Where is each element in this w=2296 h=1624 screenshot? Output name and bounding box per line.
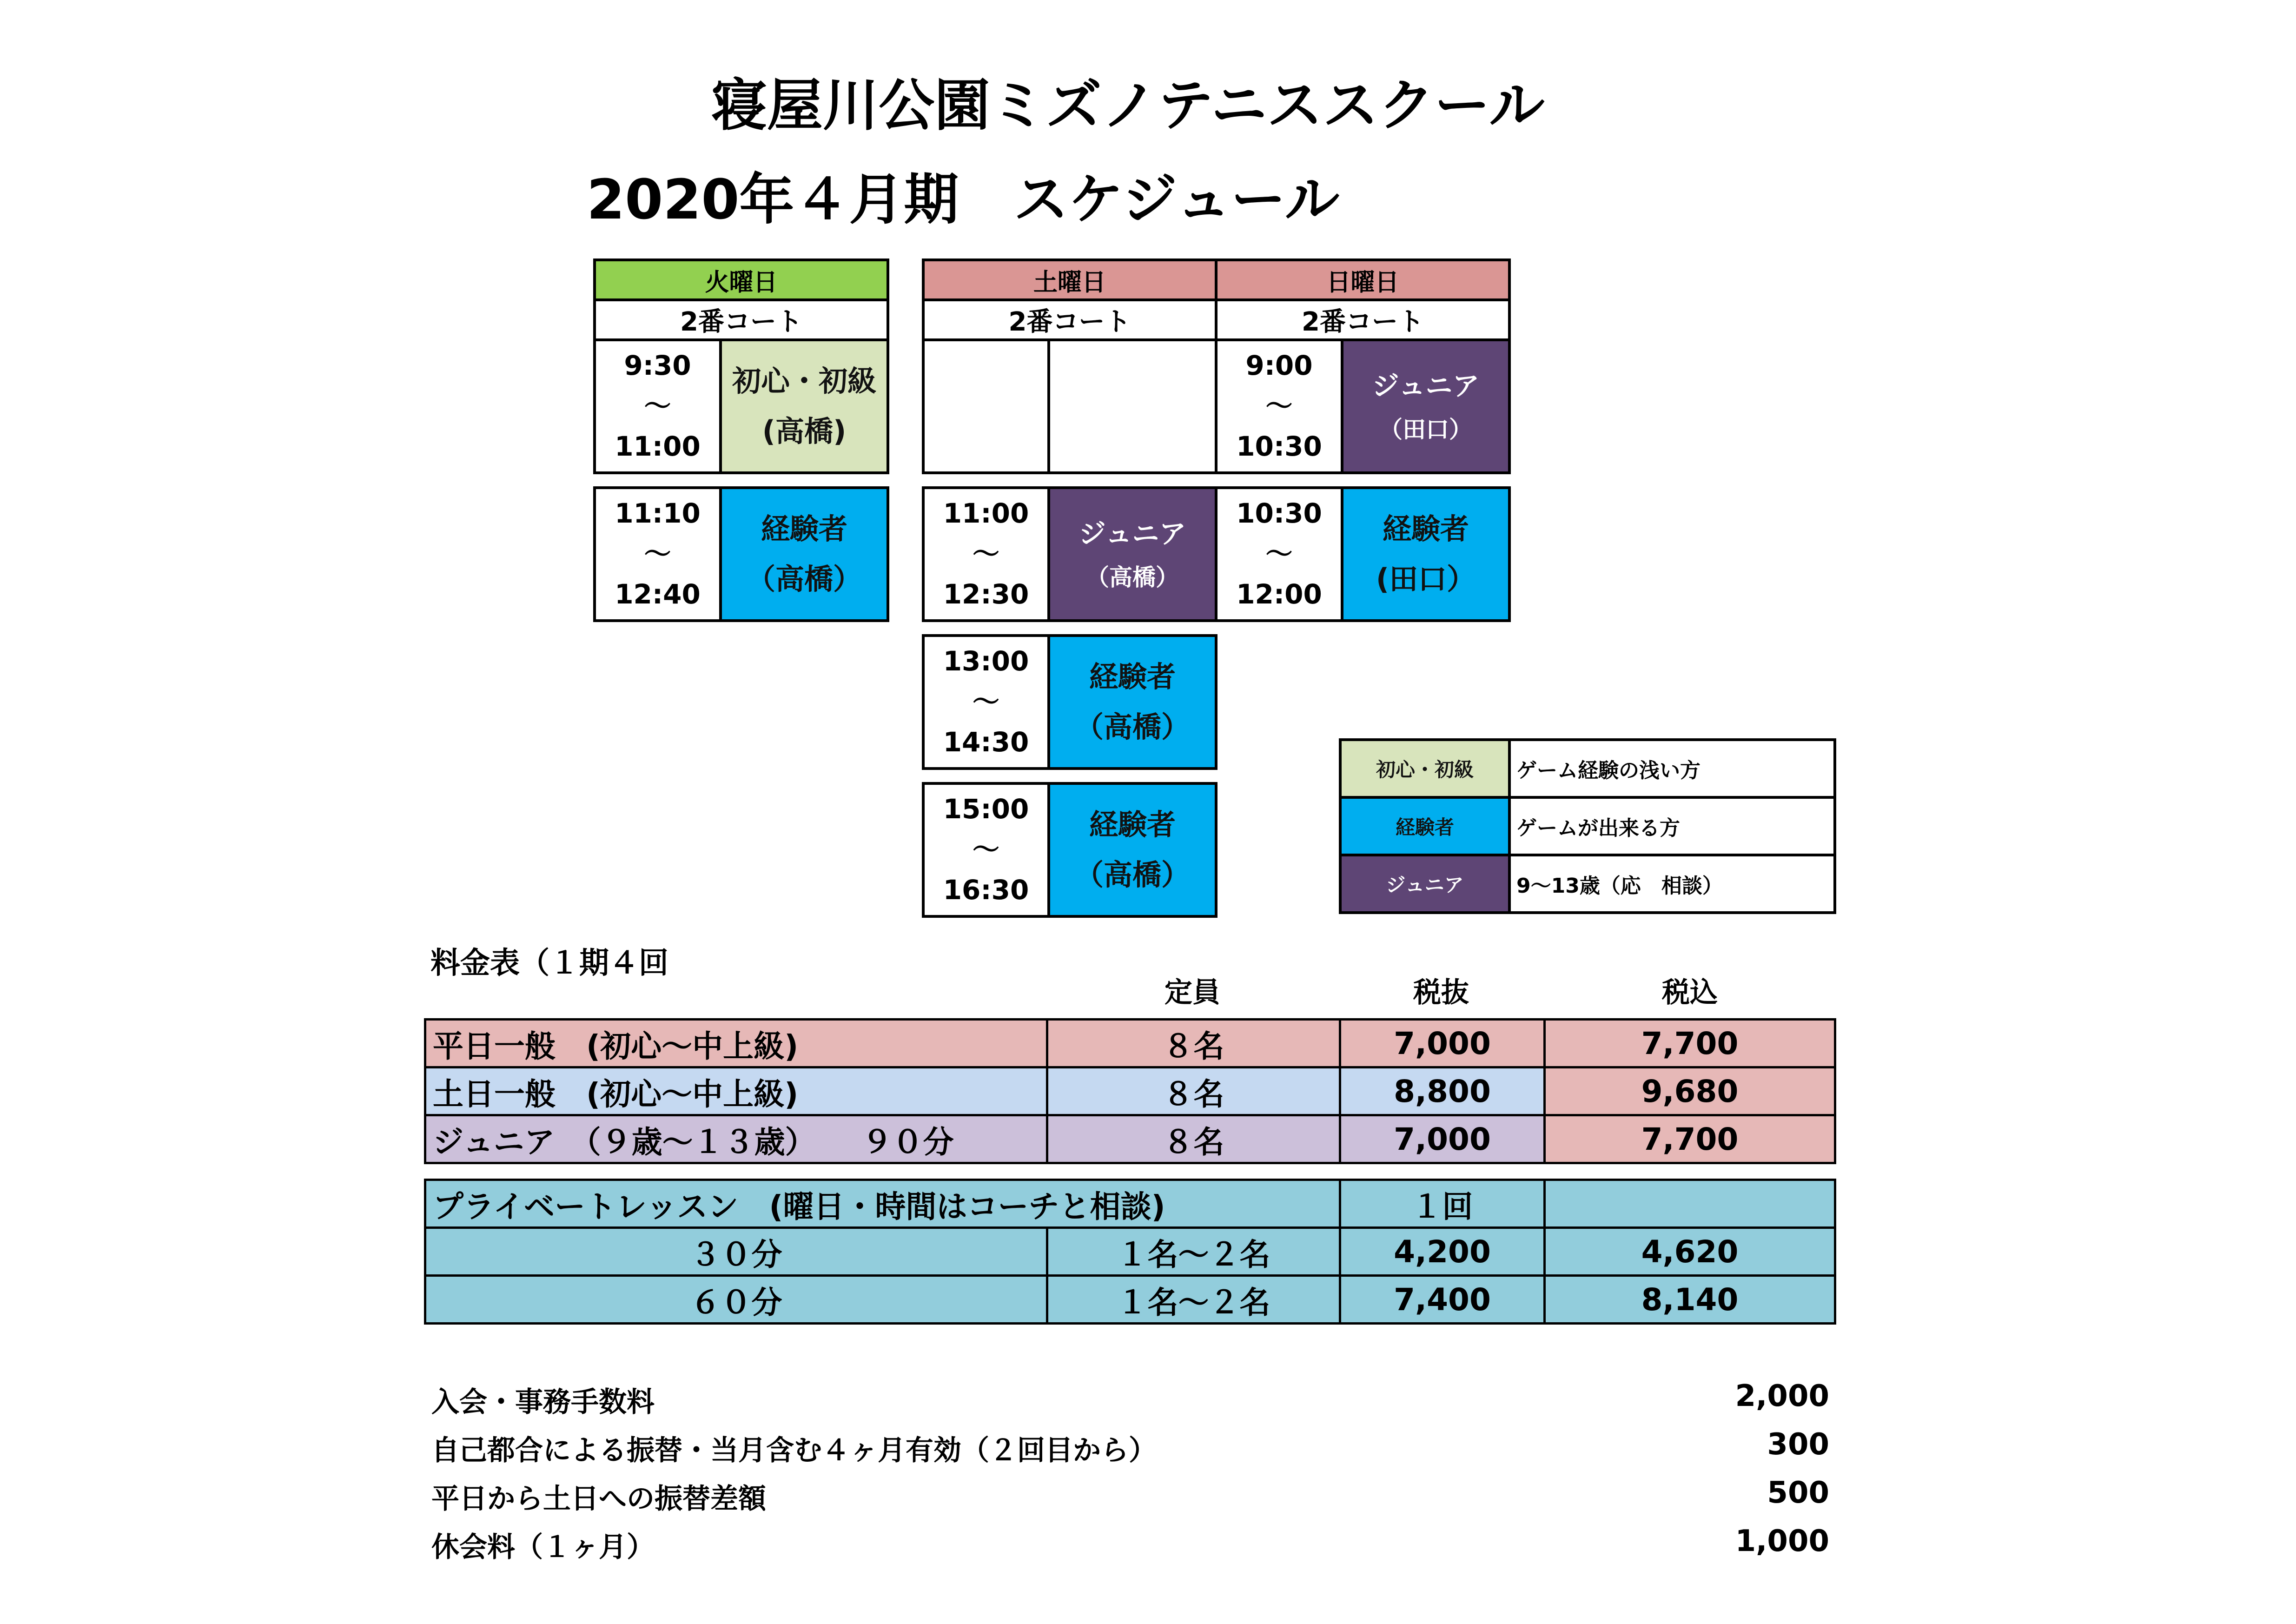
- tuesday-slot-2-lesson: [719, 486, 889, 622]
- saturday-empty-lesson: [1047, 338, 1217, 474]
- misc-fee-3-label: 平日から土日への振替差額: [431, 1483, 766, 1515]
- saturday-slot-1-lesson: [1047, 486, 1217, 622]
- slot-start: 15:00: [943, 793, 1029, 825]
- lesson-name: 経験者: [1382, 511, 1469, 546]
- saturday-empty-time: [922, 338, 1050, 474]
- misc-fee-3-value: 500: [1767, 1476, 1829, 1510]
- coach-name: （高橋）: [1086, 564, 1179, 591]
- fee-row-1-excl: 7,000: [1339, 1018, 1546, 1068]
- slot-tilde: ～: [972, 834, 999, 866]
- slot-tilde: ～: [644, 538, 671, 570]
- private-row-1-duration: ３０分: [424, 1226, 1048, 1277]
- slot-start: 9:30: [624, 350, 691, 381]
- private-row-1-excl: 4,200: [1339, 1226, 1546, 1277]
- sunday-slot-1-lesson: [1341, 338, 1511, 474]
- legend-beginner-key: 初心・初級: [1339, 738, 1511, 799]
- private-lesson-blank: [1543, 1179, 1836, 1229]
- private-row-2-people: １名～２名: [1046, 1274, 1341, 1325]
- private-row-1-people: １名～２名: [1046, 1226, 1341, 1277]
- fee-row-3-name: ジュニア （９歳～１３歳） ９０分: [424, 1114, 1048, 1164]
- coach-name: (田口）: [1376, 562, 1476, 596]
- tuesday-slot-2-time: [593, 486, 722, 622]
- tuesday-slot-1-time: [593, 338, 722, 474]
- sunday-court: 2番コート: [1215, 298, 1511, 341]
- sunday-header: 日曜日: [1215, 259, 1511, 301]
- legend-junior-key: ジュニア: [1339, 854, 1511, 914]
- sunday-slot-2-time: [1215, 486, 1343, 622]
- col-header-incl-tax: 税込: [1662, 976, 1718, 1009]
- private-row-2-excl: 7,400: [1339, 1274, 1546, 1325]
- private-lesson-per: １回: [1339, 1179, 1546, 1229]
- fee-row-2-excl: 8,800: [1339, 1066, 1546, 1116]
- slot-tilde: ～: [1265, 538, 1293, 570]
- slot-end: 11:00: [615, 431, 701, 463]
- slot-end: 14:30: [943, 726, 1029, 758]
- private-row-1-incl: 4,620: [1543, 1226, 1836, 1277]
- coach-name: （高橋）: [746, 562, 862, 596]
- lesson-name: ジュニア: [1079, 517, 1186, 550]
- slot-end: 16:30: [943, 874, 1029, 906]
- sunday-slot-1-time: [1215, 338, 1343, 474]
- col-header-excl-tax: 税抜: [1413, 976, 1469, 1009]
- slot-start: 11:10: [615, 497, 701, 529]
- fee-row-2-incl: 9,680: [1543, 1066, 1836, 1116]
- slot-tilde: ～: [1265, 390, 1293, 422]
- fee-row-3-capacity: ８名: [1046, 1114, 1341, 1164]
- legend-junior-desc: 9～13歳（応 相談）: [1508, 854, 1836, 914]
- saturday-slot-3-lesson: [1047, 782, 1217, 918]
- coach-name: （高橋）: [1074, 858, 1190, 892]
- slot-end: 12:30: [943, 578, 1029, 610]
- fee-row-2-name: 土日一般 (初心～中上級): [424, 1066, 1048, 1116]
- saturday-slot-2-lesson: [1047, 634, 1217, 770]
- tuesday-court: 2番コート: [593, 298, 889, 341]
- slot-end: 12:00: [1236, 578, 1322, 610]
- fee-row-1-capacity: ８名: [1046, 1018, 1341, 1068]
- fee-row-1-name: 平日一般 (初心～中上級): [424, 1018, 1048, 1068]
- sunday-slot-2-lesson: [1341, 486, 1511, 622]
- misc-fee-2-value: 300: [1767, 1427, 1829, 1462]
- lesson-name: ジュニア: [1372, 370, 1480, 402]
- slot-tilde: ～: [644, 390, 671, 422]
- legend-beginner-desc: ゲーム経験の浅い方: [1508, 738, 1836, 799]
- slot-end: 10:30: [1236, 431, 1322, 463]
- saturday-slot-1-time: [922, 486, 1050, 622]
- slot-end: 12:40: [615, 578, 701, 610]
- slot-tilde: ～: [972, 686, 999, 718]
- fee-table-title: 料金表（１期４回: [430, 946, 668, 981]
- misc-fee-1-label: 入会・事務手数料: [431, 1386, 655, 1419]
- page-title: 寝屋川公園ミズノテニススクール: [711, 73, 1545, 138]
- col-header-capacity: 定員: [1165, 976, 1220, 1009]
- private-row-2-incl: 8,140: [1543, 1274, 1836, 1325]
- legend-experienced-desc: ゲームが出来る方: [1508, 796, 1836, 856]
- slot-start: 10:30: [1236, 497, 1322, 529]
- slot-start: 13:00: [943, 645, 1029, 677]
- misc-fee-4-label: 休会料（１ヶ月）: [431, 1531, 655, 1564]
- tuesday-slot-1-lesson: [719, 338, 889, 474]
- lesson-name: 経験者: [1089, 807, 1176, 842]
- fee-row-3-excl: 7,000: [1339, 1114, 1546, 1164]
- misc-fee-2-label: 自己都合による振替・当月含む４ヶ月有効（２回目から）: [431, 1434, 1157, 1467]
- fee-row-1-incl: 7,700: [1543, 1018, 1836, 1068]
- coach-name: (高橋): [762, 414, 847, 448]
- fee-row-3-incl: 7,700: [1543, 1114, 1836, 1164]
- fee-row-2-capacity: ８名: [1046, 1066, 1341, 1116]
- saturday-slot-3-time: [922, 782, 1050, 918]
- slot-tilde: ～: [972, 538, 999, 570]
- saturday-court: 2番コート: [922, 298, 1217, 341]
- saturday-header: 土曜日: [922, 259, 1217, 301]
- coach-name: （田口）: [1379, 416, 1472, 443]
- slot-start: 9:00: [1245, 350, 1313, 381]
- saturday-slot-2-time: [922, 634, 1050, 770]
- lesson-name: 経験者: [761, 511, 847, 546]
- private-lesson-title: プライベートレッスン (曜日・時間はコーチと相談): [424, 1179, 1341, 1229]
- slot-start: 11:00: [943, 497, 1029, 529]
- tuesday-header: 火曜日: [593, 259, 889, 301]
- misc-fee-1-value: 2,000: [1735, 1379, 1829, 1413]
- page-subtitle: 2020年４月期 スケジュール: [587, 167, 1340, 232]
- lesson-name: 経験者: [1089, 659, 1176, 694]
- misc-fee-4-value: 1,000: [1735, 1524, 1829, 1558]
- coach-name: （高橋）: [1074, 710, 1190, 744]
- lesson-name: 初心・初級: [732, 364, 876, 398]
- private-row-2-duration: ６０分: [424, 1274, 1048, 1325]
- legend-experienced-key: 経験者: [1339, 796, 1511, 856]
